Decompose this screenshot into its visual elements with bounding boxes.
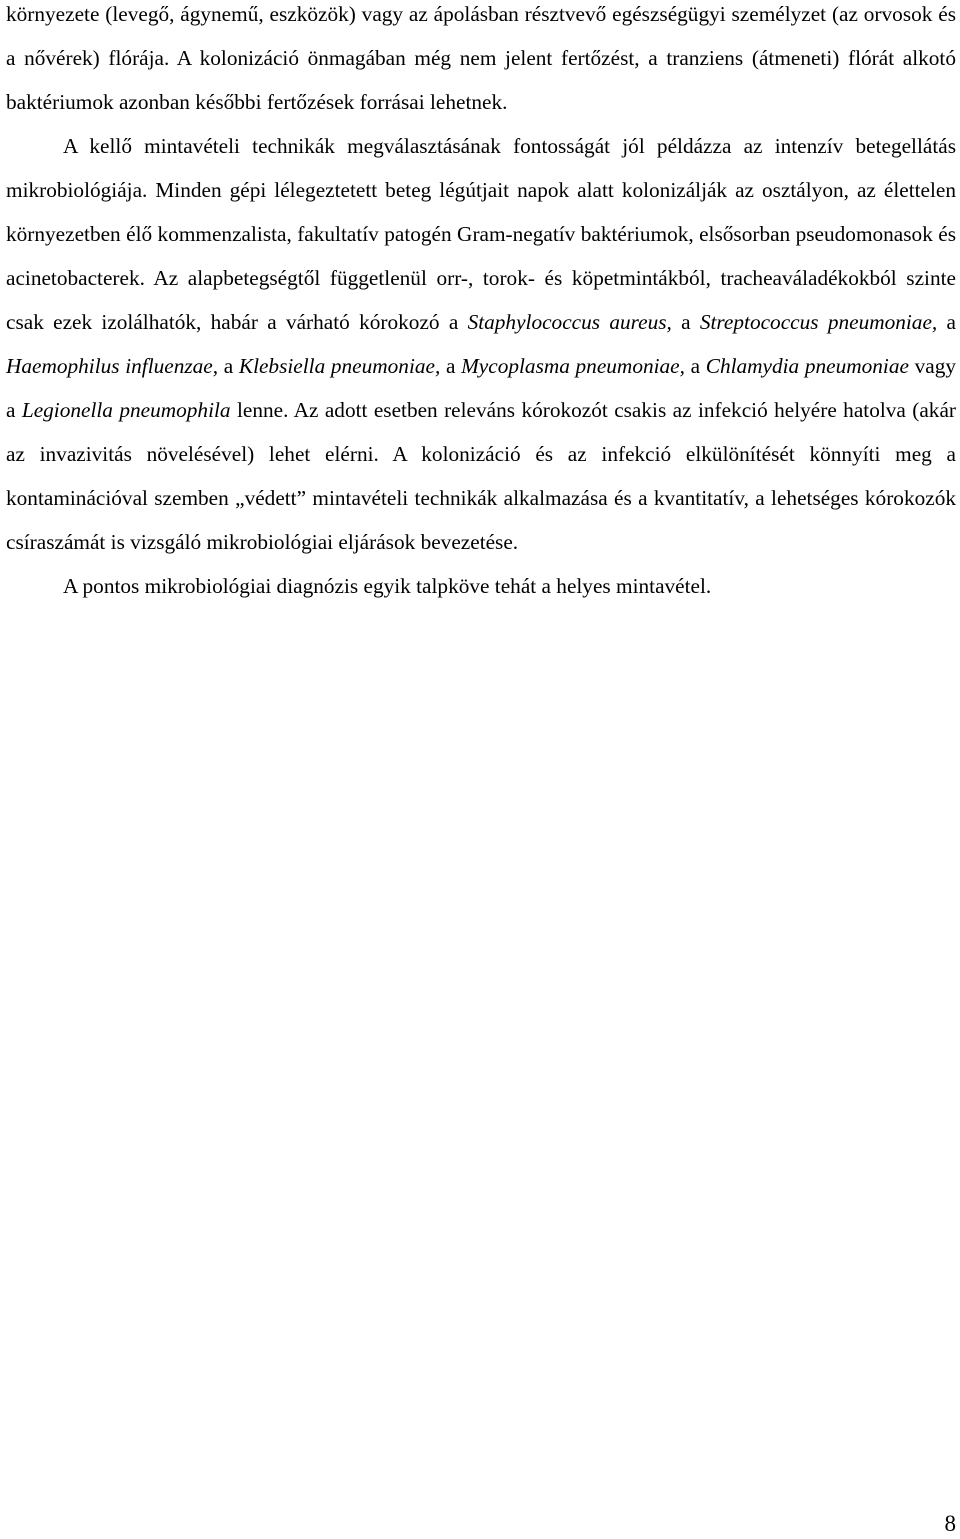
document-page — [6, 0, 956, 608]
text-run: A pontos mikrobiológiai diagnózis egyik talpköve tehát a helyes mintavétel. — [63, 574, 712, 598]
text-run: A kellő mintavételi technikák megválasztásának fontosságát jól példázza az intenzív betegellátás mikrobiológiája. Minden gépi lélegeztetett beteg légútjait napok alatt kolonizálják az osztályon, az élettelen környezetben élő kommenzalista, fakultatív patogén Gram-negatív baktériumok, elsősorban pseudomonasok és acinetobacterek. Az alapbetegségtől függetlenül orr-, torok- és köpetmintákból, tracheaváladékokból szinte csak ezek izolálhatók, habár a várható kórokozó a — [6, 134, 956, 334]
text-run: lenne. Az adott esetben releváns kórokozót csakis az infekció helyére hatolva (akár az invazivitás növelésével) lehet elérni. A kolonizáció és az infekció elkülönítését könnyíti meg a kontaminációval szemben „védett” mintavételi technikák alkalmazása és a kvantitatív, a lehetséges kórokozók csíraszámát is vizsgáló mikrobiológiai eljárások bevezetése. — [6, 398, 956, 554]
text-run: a — [671, 310, 700, 334]
text-run: a — [440, 354, 462, 378]
text-run: a — [218, 354, 239, 378]
paragraph-1 — [6, 0, 956, 124]
species-name: Streptococcus pneumoniae, — [699, 310, 938, 334]
text-run: környezete (levegő, ágynemű, eszközök) vagy az ápolásban résztvevő egészségügyi személyzet (az orvosok és a nővérek) flórája. A kolonizáció önmagában még nem jelent fertőzést, a tranziens (átmeneti) flórát alkotó baktériumok azonban későbbi fertőzések forrásai lehetnek. — [6, 2, 956, 114]
species-name: Klebsiella pneumoniae, — [238, 354, 441, 378]
species-name: Staphylococcus aureus, — [467, 310, 672, 334]
text-run: a — [684, 354, 706, 378]
species-name: Legionella pneumophila — [21, 398, 231, 422]
paragraph-2 — [6, 124, 956, 564]
text-run: a — [937, 310, 956, 334]
species-name: Mycoplasma pneumoniae, — [461, 354, 685, 378]
species-name: Haemophilus influenzae, — [6, 354, 219, 378]
species-name: Chlamydia pneumoniae — [705, 354, 909, 378]
text-run: vagy a — [6, 354, 957, 422]
page-number: 8 — [944, 1511, 956, 1536]
paragraph-3 — [6, 564, 956, 608]
